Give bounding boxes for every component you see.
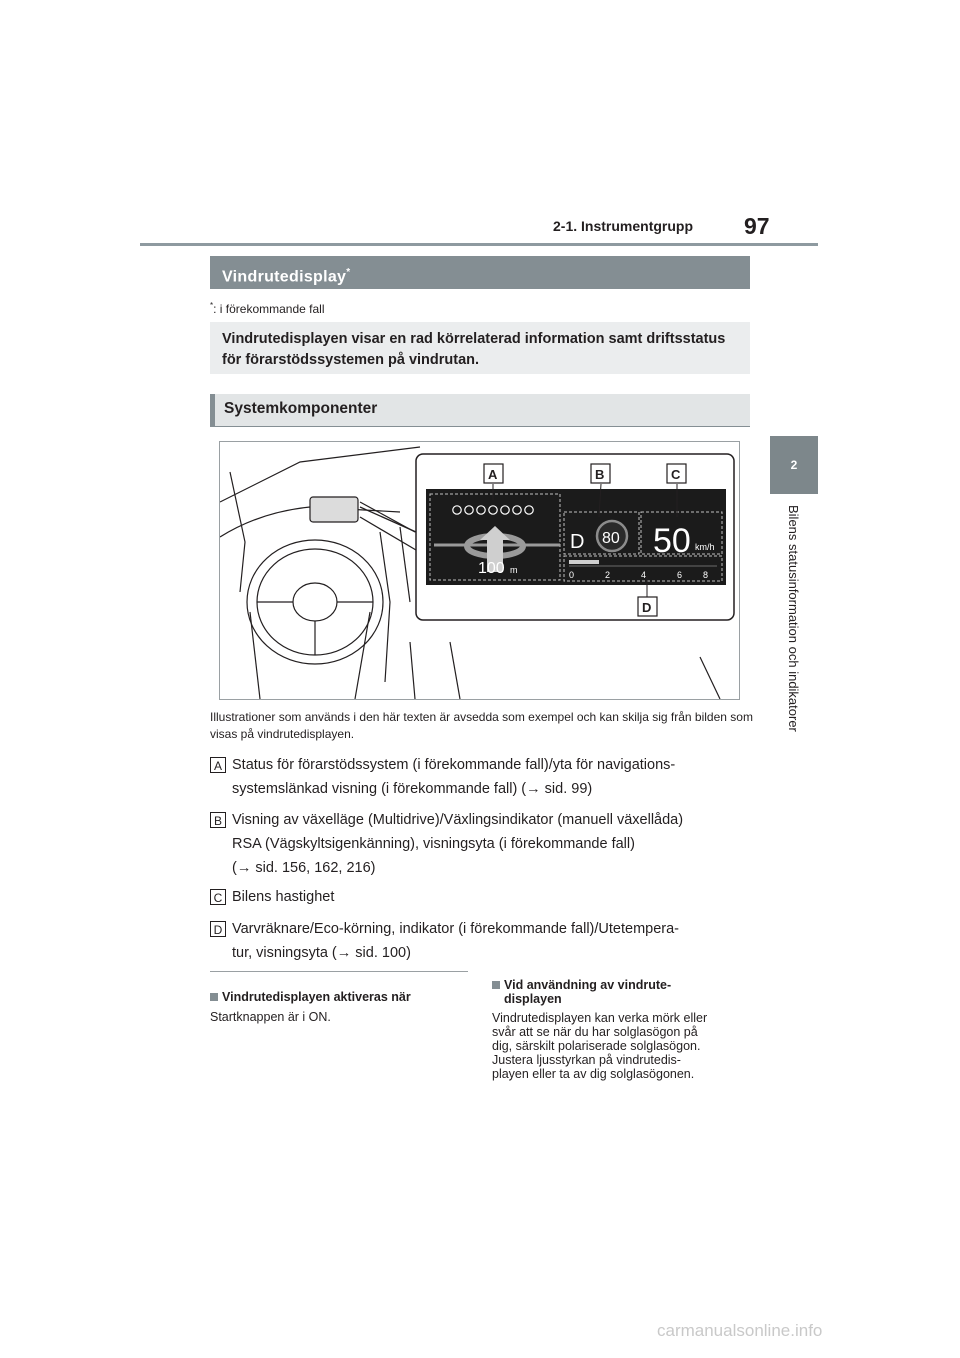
item-a-line2: systemslänkad visning (i förekommande fall) (→ sid. 99) xyxy=(232,781,593,797)
footnote-marker: * xyxy=(210,301,214,310)
item-b-line2: RSA (Vägskyltsigenkänning), visningsyta (i förekommande fall) xyxy=(232,836,635,852)
speed-unit: km/h xyxy=(695,542,715,552)
chapter-title xyxy=(785,505,803,805)
speed-value: 50 xyxy=(653,522,691,560)
item-d-line1: Varvräknare/Eco-körning, indikator (i förekommande fall)/Utetempera- xyxy=(232,921,679,937)
figure-caption: Illustrationer som används i den här texten är avsedda som exempel och kan skilja sig från bilden som visas på vindrutedisplayen. xyxy=(210,710,753,741)
callout-d: D xyxy=(642,600,652,615)
tick-label-2: 2 xyxy=(605,570,611,580)
tick-label-6: 6 xyxy=(677,570,683,580)
nav-distance-unit: m xyxy=(510,565,518,575)
note-right-line1: Vindrutedisplayen kan verka mörk eller xyxy=(492,1011,708,1025)
title-marker: * xyxy=(346,267,351,278)
item-tag-c: C xyxy=(210,889,226,905)
item-a-line1: Status för förarstödssystem (i förekommande fall)/yta för navigations- xyxy=(232,757,676,773)
page-title-text: Vindrutedisplay xyxy=(222,268,347,286)
hud-illustration xyxy=(219,441,740,700)
square-bullet-icon xyxy=(492,981,500,989)
item-tag-a: A xyxy=(210,757,226,773)
chapter-title-text: Bilens statusinformation och indikatorer xyxy=(786,505,801,732)
item-b-line3: (→ sid. 156, 162, 216) xyxy=(232,860,376,876)
item-c-line1: Bilens hastighet xyxy=(232,889,335,905)
subheading-rule xyxy=(210,426,750,427)
subheading: Systemkomponenter xyxy=(210,394,750,426)
square-bullet-icon xyxy=(210,993,218,1001)
header-rule xyxy=(140,243,818,246)
item-b-line1: Visning av växelläge (Multidrive)/Växlingsindikator (manuell växellåda) xyxy=(232,812,684,828)
note-right-text xyxy=(492,1011,754,1081)
chapter-tab[interactable]: 2 xyxy=(770,436,818,494)
note-left-heading-text: Vindrutedisplayen aktiveras när xyxy=(222,990,411,1004)
page-number: 97 xyxy=(744,213,770,239)
gear-indicator: D xyxy=(570,531,585,553)
nav-distance: 100 xyxy=(478,560,505,577)
speed-limit-value: 80 xyxy=(602,530,620,547)
item-tag-d: D xyxy=(210,921,226,937)
note-right-line3: dig, särskilt polariserade solglasögon. xyxy=(492,1039,701,1053)
section-label: 2-1. Instrumentgrupp xyxy=(553,218,694,234)
callout-c: C xyxy=(671,467,681,482)
tick-label-4: 4 xyxy=(641,570,647,580)
page-title xyxy=(210,256,750,289)
note-right-heading xyxy=(492,978,752,1006)
footnote xyxy=(210,301,325,316)
note-right-heading-line2: displayen xyxy=(504,992,562,1006)
note-right-heading-line1: Vid användning av vindrute- xyxy=(504,978,672,992)
note-right-line4: Justera ljusstyrkan på vindrutedis- xyxy=(492,1053,681,1067)
illustration-svg xyxy=(220,442,739,699)
note-right-line5: playen eller ta av dig solglasögonen. xyxy=(492,1067,695,1081)
note-left-text: Startknappen är i ON. xyxy=(210,1010,331,1024)
intro-box: Vindrutedisplayen visar en rad körrelaterad information samt driftsstatus för förarstödssystemen på vindrutan. xyxy=(210,322,750,374)
notes-rule xyxy=(210,971,468,972)
watermark: carmanualsonline.info xyxy=(657,1321,823,1340)
callout-b: B xyxy=(595,467,605,482)
tick-label-0: 0 xyxy=(569,570,575,580)
tachometer-fill xyxy=(569,560,599,564)
note-left-heading xyxy=(210,990,470,1004)
item-d-line2: tur, visningsyta (→ sid. 100) xyxy=(232,945,411,961)
footnote-text: : i förekommande fall xyxy=(213,302,325,316)
tick-label-8: 8 xyxy=(703,570,709,580)
zoom-line-bottom xyxy=(360,517,416,550)
callout-a: A xyxy=(488,467,498,482)
note-right-line2: svår att se när du har solglasögon på xyxy=(492,1025,698,1039)
item-tag-b: B xyxy=(210,812,226,828)
